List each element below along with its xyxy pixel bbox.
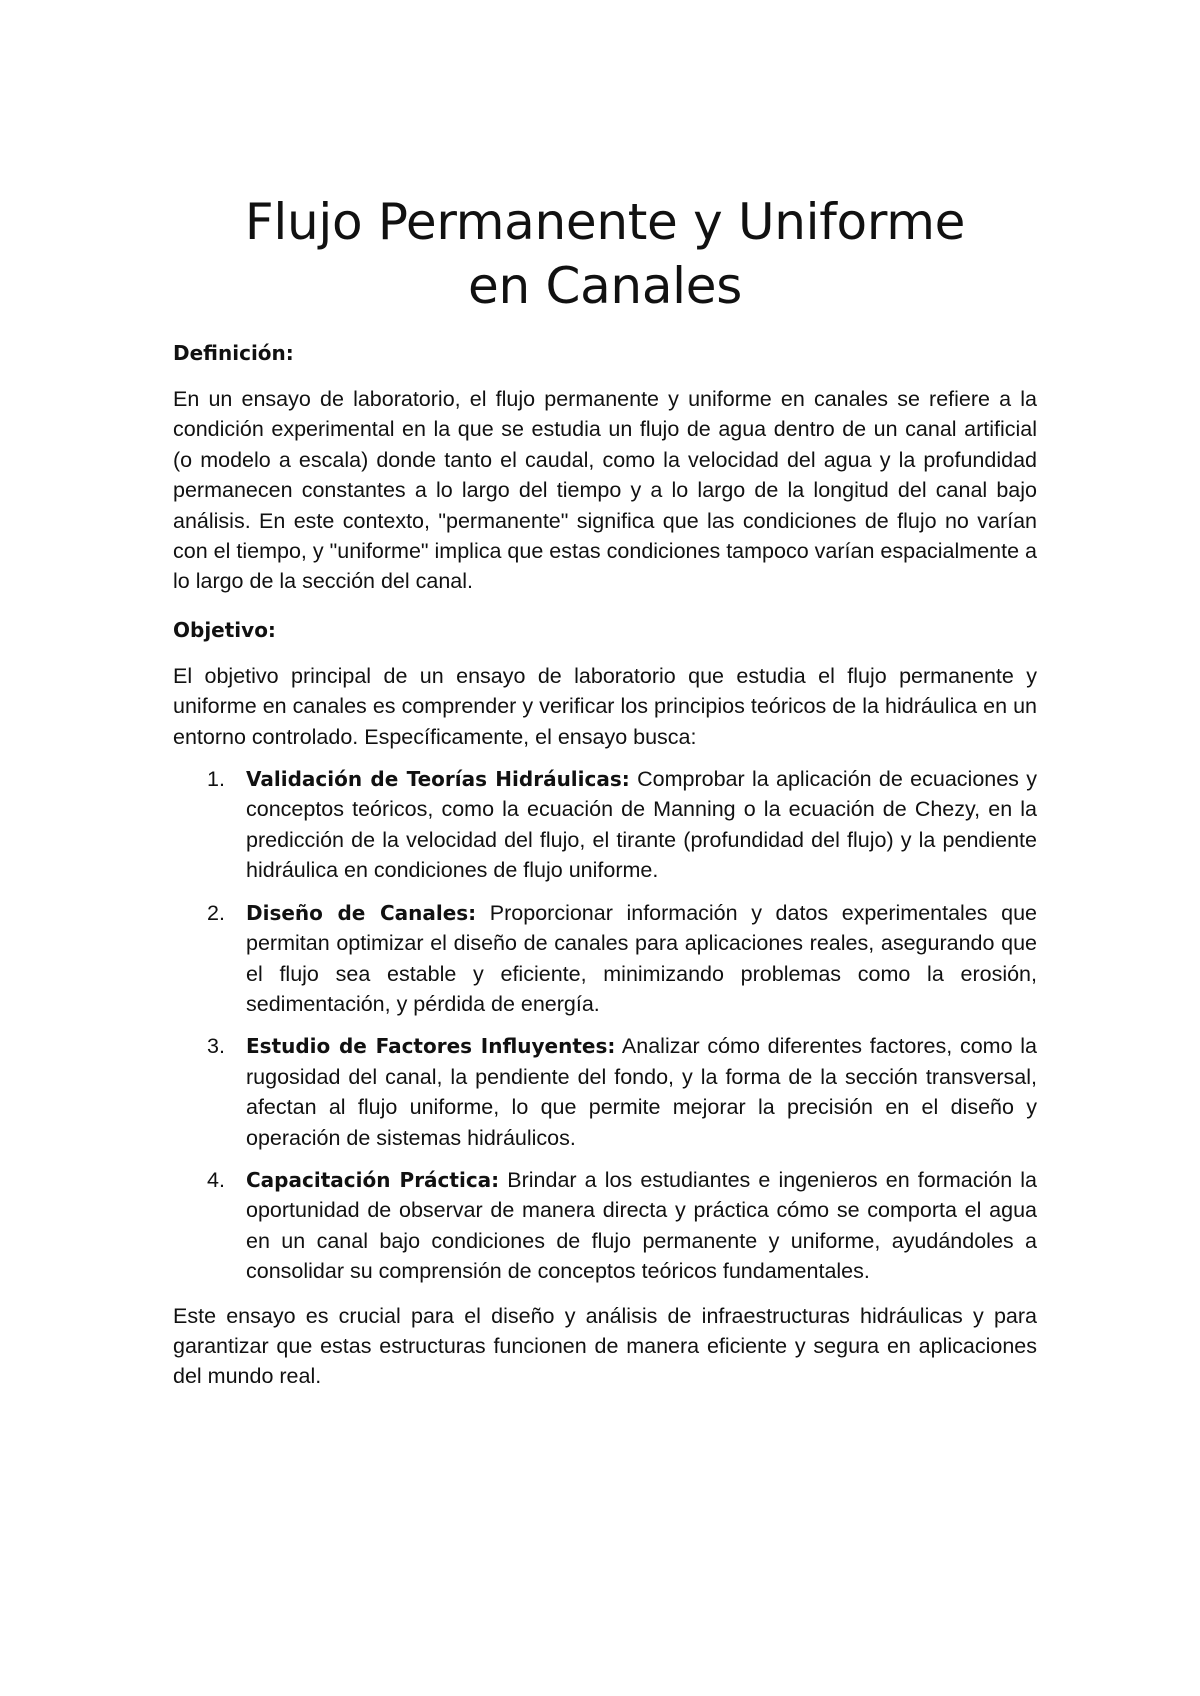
objective-number: 1. [207, 767, 225, 792]
objective-term: Capacitación Práctica: [246, 1167, 500, 1192]
objective-text [246, 1165, 1037, 1287]
objetivo-intro-paragraph: El objetivo principal de un ensayo de laboratorio que estudia el flujo permanente y uniforme en canales es comprender y verificar los principios teóricos de la hidráulica en un entorno controlado. Específicamente, el ensayo busca: [173, 663, 1037, 749]
objective-number: 2. [207, 900, 225, 925]
objective-description: Comprobar la aplicación de ecuaciones y conceptos teóricos, como la ecuación de Manning o la ecuación de Chezy, en la predicción de la velocidad del flujo, el tirante (profundidad del flujo) y la pendiente hidráulica en condiciones de flujo uniforme. [246, 767, 1038, 883]
objective-text [246, 898, 1037, 1020]
document-title-line-2: en Canales [468, 257, 742, 315]
objective-item-3 [173, 1031, 1037, 1153]
objective-term: Diseño de Canales: [246, 900, 477, 925]
objective-term: Validación de Teorías Hidráulicas: [246, 767, 630, 792]
document-title [173, 190, 1037, 318]
objective-item-1 [173, 764, 1037, 886]
objective-item-4 [173, 1165, 1037, 1287]
objetivo-heading: Objetivo: [173, 617, 276, 642]
document-page [173, 190, 1037, 1392]
objective-description: Analizar cómo diferentes factores, como la rugosidad del canal, la pendiente del fondo, y la forma de la sección transversal, afectan al flujo uniforme, lo que permite mejorar la precisión en el diseño y operación de sistemas hidráulicos. [246, 1034, 1037, 1150]
objectives-list [173, 764, 1037, 1287]
objective-text [246, 1031, 1037, 1153]
objective-text [246, 764, 1037, 886]
closing-paragraph: Este ensayo es crucial para el diseño y análisis de infraestructuras hidráulicas y para garantizar que estas estructuras funcionen de manera eficiente y segura en aplicaciones del mundo real. [173, 1303, 1037, 1389]
objective-description: Brindar a los estudiantes e ingenieros en formación la oportunidad de observar de manera directa y práctica cómo se comporta el agua en un canal bajo condiciones de flujo permanente y uniforme, ayudándoles a consolidar su comprensión de conceptos teóricos fundamentales. [246, 1167, 1037, 1284]
document-title-line-1: Flujo Permanente y Uniforme [244, 193, 966, 251]
objective-item-2 [173, 898, 1037, 1020]
objective-number: 3. [207, 1034, 225, 1059]
definicion-heading: Definición: [173, 341, 294, 365]
objective-term: Estudio de Factores Influyentes: [246, 1034, 616, 1059]
objective-number: 4. [207, 1167, 225, 1192]
definicion-paragraph: En un ensayo de laboratorio, el flujo permanente y uniforme en canales se refiere a la condición experimental en la que se estudia un flujo de agua dentro de un canal artificial (o modelo a escala) donde tanto el caudal, como la velocidad del agua y la profundidad permanecen constantes a lo largo del tiempo y a lo largo de la longitud del canal bajo análisis. En este contexto, "permanente" significa que las condiciones de flujo no varían con el tiempo, y "uniforme" implica que estas condiciones tampoco varían espacialmente a lo largo de la sección del canal. [173, 387, 1037, 594]
objective-description: Proporcionar información y datos experimentales que permitan optimizar el diseño de canales para aplicaciones reales, asegurando que el flujo sea estable y eficiente, minimizando problemas como la erosión, sedimentación, y pérdida de energía. [246, 900, 1037, 1016]
